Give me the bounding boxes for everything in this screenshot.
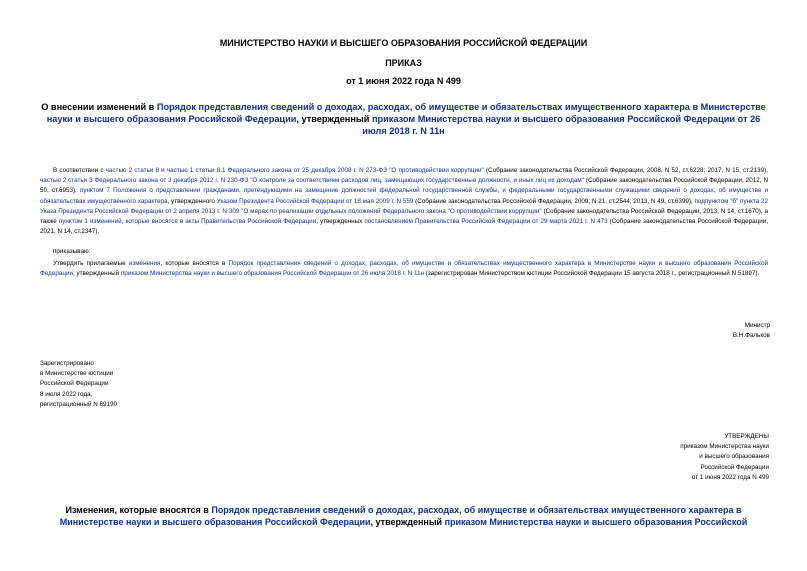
registration-block (40, 359, 117, 410)
p2-text-2: , которые вносятся в (160, 260, 229, 267)
p1-text-3: (Собрание законодательства Российской Федерации, 2012, N 50, ст.6953), (40, 177, 768, 195)
p1-text-1: В соответствии с (53, 167, 106, 174)
ministry-heading: МИНИСТЕРСТВО НАУКИ И ВЫСШЕГО ОБРАЗОВАНИЯ РОССИЙСКОЙ ФЕДЕРАЦИИ (219, 38, 588, 48)
registration-line-5: регистрационный N 69190 (40, 400, 118, 408)
title-link-procedure[interactable]: Порядок представления сведений о доходах, расходах, об имуществе и обязательствах имущественного характера в Министерстве науки и высшего образования Российской Федерации (46, 102, 766, 124)
approval-line-3: и высшего образования (699, 453, 769, 461)
p2-link-order[interactable]: приказом Министерства науки и высшего образования Российской Федерации от 26 июля 2018 г. N 11н (120, 270, 424, 278)
changes-prefix: Изменения, которые вносятся в (65, 505, 212, 515)
order-date-number: от 1 июня 2022 года N 499 (346, 76, 461, 86)
changes-middle: , утвержденный (370, 517, 445, 527)
registration-line-4: 8 июля 2022 года, (40, 390, 93, 398)
p1-link-regulation[interactable]: пунктом 7 Положения о представлении гражданами, претендующими на замещение должностей федеральной государственной службы, и федеральными государственными служащими сведений о доходах, об имуществе и обязательствах имущественного характера (40, 187, 768, 205)
p1-text-5: (Собрание законодательства Российской Федерации, 2009, N 21, ст.2544; 2013, N 49, ст.6399), (413, 197, 695, 205)
approval-line-5: от 1 июня 2022 года N 499 (691, 473, 769, 481)
doc-type-heading: ПРИКАЗ (385, 58, 422, 68)
signature-name: В.Н.Фальков (732, 332, 770, 340)
approval-line-4: Российской Федерации (700, 463, 769, 471)
signature-block (733, 321, 770, 341)
p1-link-decree-559[interactable]: Указом Президента Российской Федерации от 18 мая 2009 г. N 559 (216, 197, 414, 205)
p1-link-changes-acts[interactable]: пунктом 1 изменений, которые вносятся в акты Правительства Российской Федерации (58, 218, 317, 226)
p2-text-3: , утвержденный (72, 270, 121, 278)
registration-line-1: Зарегистрировано (40, 360, 94, 367)
registration-line-2: в Министерстве юстиции (40, 370, 114, 378)
registration-line-3: Российской Федерации (40, 380, 109, 388)
order-word (40, 247, 768, 257)
approval-line-2: приказом Министерства науки (680, 443, 769, 451)
signature-position: Министр (744, 322, 770, 329)
p1-text-6: (Собрание законодательства Российской Федерации, 2013, N 14, ст.1670), а также (40, 207, 768, 226)
p1-link-resolution-473[interactable]: постановлением Правительства Российской Федерации от 29 марта 2021 г. N 473 (364, 218, 608, 226)
changes-title (45, 504, 762, 528)
title-middle: , утвержденный (296, 114, 372, 124)
resolution-paragraph (40, 259, 768, 279)
changes-link-procedure[interactable]: Порядок представления сведений о доходах, расходах, об имуществе и обязательствах имущественного характера в Министерстве науки и высшего образования Российской Федерации (59, 505, 742, 527)
p1-text-7: , утвержденных (316, 218, 365, 226)
title-prefix: О внесении изменений в (41, 102, 157, 112)
p1-link-decree-309[interactable]: подпунктом "б" пункта 22 Указа Президента Российской Федерации от 2 апреля 2013 г. N 309 "О мерах по реализации отдельных положений Федерального закона "О противодействии коррупции" (40, 197, 768, 215)
p2-link-procedure[interactable]: Порядок представления сведений о доходах, расходах, об имуществе и обязательствах имущественного характера в Министерстве науки и высшего образования Российской Федерации (40, 260, 768, 278)
title-link-order[interactable]: приказом Министерства науки и высшего образования Российской Федерации от 26 июля 2018 г. N 11н (362, 114, 761, 136)
p2-text-1: Утвердить прилагаемые (53, 260, 129, 267)
changes-link-order[interactable]: приказом Министерства науки и высшего образования Российской (444, 517, 748, 527)
p1-text-2: (Собрание законодательства Российской Федерации, 2008, N 52, ст.6228; 2017, N 15, ст.2139), (483, 167, 768, 174)
approval-line-1: УТВЕРЖДЕНЫ (724, 433, 769, 440)
p2-text-4: (зарегистрирован Министерством юстиции Российской Федерации 15 августа 2018 г., регистрационный N 51897). (424, 270, 760, 278)
order-word-text: приказываю: (53, 248, 91, 255)
p1-text-4: , утвержденного (167, 197, 217, 205)
p1-link-230fz[interactable]: частью 2 статьи 3 Федерального закона от 3 декабря 2012 г. N 230-ФЗ "О контроле за соответствием расходов лиц, замещающих государственные должности, и иных лиц их доходам" (40, 177, 584, 185)
preamble-paragraph (40, 166, 768, 237)
order-title (40, 101, 767, 137)
approval-block (680, 432, 769, 483)
p1-link-273fz[interactable]: частью 2 статьи 8 и частью 1 статьи 8.1 Федерального закона от 25 декабря 2008 г. N 273-ФЗ "О противодействии коррупции" (105, 167, 484, 174)
p2-link-changes[interactable]: изменения (128, 260, 161, 267)
p1-text-8: (Собрание законодательства Российской Федерации, 2021, N 14, ст.2347), (40, 218, 769, 236)
